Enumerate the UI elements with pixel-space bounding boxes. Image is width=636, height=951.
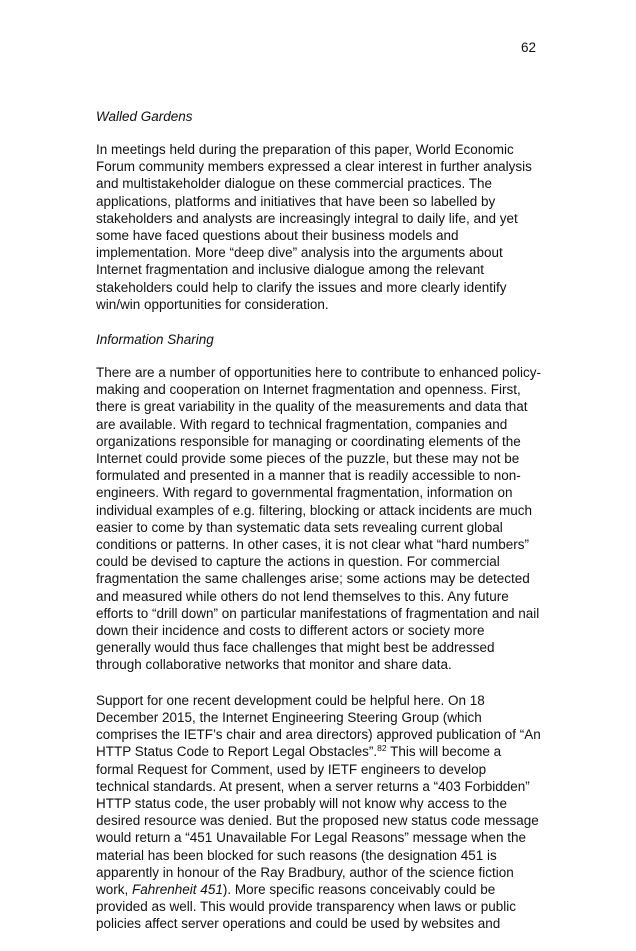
paragraph-status-code-451 — [96, 692, 542, 933]
paragraph-text-part2: This will become a formal Request for Comment, used by IETF engineers to develop technical standards. At present, when a server returns a “403 Forbidden” HTTP status code, the user probably will not know why access to the desired resource was denied. But the proposed new status code message would return a “451 Unavailable For Legal Reasons” message when the material has been blocked for such reasons (the designation 451 is apparently in honour of the Ray Bradbury, author of the science fiction work, — [96, 744, 539, 897]
paragraph-walled-gardens: In meetings held during the preparation of this paper, World Economic Forum community members expressed a clear interest in further analysis and multistakeholder dialogue on these commercial practices. The applications, platforms and initiatives that have been so labelled by stakeholders and analysts are increasingly integral to daily life, and yet some have faced questions about their business models and implementation. More “deep dive” analysis into the arguments about Internet fragmentation and inclusive dialogue among the relevant stakeholders could help to clarify the issues and more clearly identify win/win opportunities for consideration. — [96, 142, 532, 312]
footnote-reference: 82 — [377, 743, 387, 754]
book-title: Fahrenheit 451 — [132, 881, 223, 897]
paragraph-information-sharing: There are a number of opportunities here to contribute to enhanced policy-making and cooperation on Internet fragmentation and openness. First, there is great variability in the quality of the measurements and data that are available. With regard to technical fragmentation, companies and organizations responsible for managing or coordinating elements of the Internet could provide some pieces of the puzzle, but these may not be formulated and presented in a manner that is readily accessible to non-engineers. With regard to governmental fragmentation, information on individual examples of e.g. filtering, blocking or attack incidents are much easier to come by than systematic data sets revealing current global conditions or patterns. In other cases, it is not clear what “hard numbers” could be devised to capture the actions in question. For commercial fragmentation the same challenges arise; some actions may be detected and measured while others do not lend themselves to this. Any future efforts to “drill down” on particular manifestations of fragmentation and nail down their incidence and costs to different actors or society more generally would thus face challenges that might best be addressed through collaborative networks that monitor and share data. — [96, 365, 542, 673]
paragraph-text-part3: ). More specific reasons conceivably could be provided as well. This would provide transparency when laws or public policies affect server operations and could be used by websites and — [96, 881, 516, 932]
section-heading-information-sharing: Information Sharing — [96, 332, 214, 348]
section-heading-walled-gardens: Walled Gardens — [96, 109, 193, 124]
page-body — [96, 108, 542, 951]
page-number: 62 — [520, 40, 536, 55]
paragraph-text-part1: Support for one recent development could be helpful here. On 18 December 2015, the Internet Engineering Steering Group (which comprises the IETF’s chair and area directors) approved publication of “An HTTP Status Code to Report Legal Obstacles”. — [96, 692, 541, 760]
